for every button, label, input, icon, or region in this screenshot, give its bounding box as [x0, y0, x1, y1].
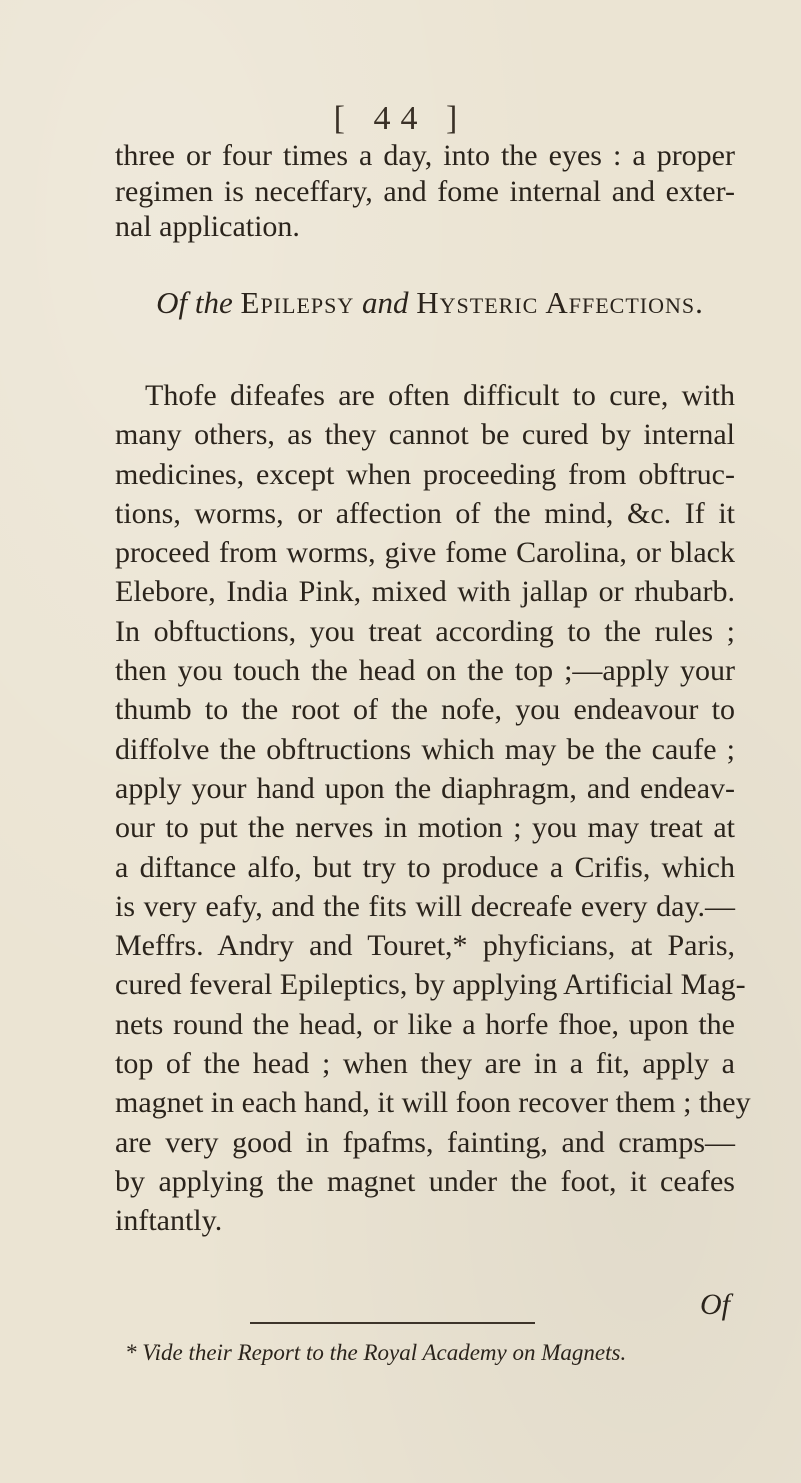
heading-part: Of the — [156, 285, 241, 320]
opening-paragraph — [115, 138, 735, 245]
heading-part: and — [354, 285, 417, 320]
text-line: thumb to the root of the nofe, you endeavour to — [115, 693, 735, 727]
text-line: three or four times a day, into the eyes : a proper — [115, 139, 735, 172]
text-line: many others, as they cannot be cured by internal — [115, 418, 735, 452]
text-line: is very eafy, and the fits will decreafe every day.— — [115, 889, 735, 923]
text-line: diffolve the obftructions which may be the caufe ; — [115, 732, 735, 766]
text-line: In obftuctions, you treat according to the rules ; — [115, 614, 735, 648]
text-line: by applying the magnet under the foot, it ceafes — [115, 1164, 735, 1198]
text-line: cured feveral Epileptics, by applying Artificial Mag- — [115, 968, 746, 1002]
text-line: proceed from worms, give fome Carolina, or black — [115, 536, 735, 570]
text-line: tions, worms, or affection of the mind, &c. If it — [115, 496, 735, 530]
catchword: Of — [700, 1288, 730, 1321]
heading-part: Hysteric Affections. — [416, 285, 704, 320]
section-heading — [125, 285, 735, 321]
text-line: are very good in fpafms, fainting, and cramps— — [115, 1125, 735, 1159]
text-line: Thofe difeafes are often difficult to cure, with — [145, 379, 735, 412]
text-line: Elebore, India Pink, mixed with jallap or rhubarb. — [115, 575, 735, 609]
heading-part: Epilepsy — [240, 285, 355, 320]
footnote-divider — [250, 1322, 535, 1324]
page-number: [ 44 ] — [333, 100, 468, 137]
text-line: nets round the head, or like a horfe fhoe, upon the — [115, 1007, 735, 1041]
body-paragraph — [115, 376, 751, 1241]
text-line: Meffrs. Andry and Touret,* phyficians, at Paris, — [115, 929, 735, 963]
text-line: our to put the nerves in motion ; you may treat at — [115, 811, 735, 845]
text-line: inftantly. — [115, 1204, 223, 1238]
footnote: * Vide their Report to the Royal Academy on Magnets. — [125, 1340, 627, 1365]
text-line: apply your hand upon the diaphragm, and endeav- — [115, 771, 735, 805]
text-line: medicines, except when proceeding from obftruc- — [115, 457, 735, 491]
text-line: top of the head ; when they are in a fit, apply a — [115, 1047, 735, 1081]
text-line: regimen is neceffary, and fome internal and exter- — [115, 174, 735, 208]
text-line: then you touch the head on the top ;—apply your — [115, 654, 735, 688]
text-line: nal application. — [115, 210, 300, 243]
text-line: a diftance alfo, but try to produce a Crifis, which — [115, 850, 735, 884]
text-line: magnet in each hand, it will foon recover them ; they — [115, 1086, 751, 1120]
